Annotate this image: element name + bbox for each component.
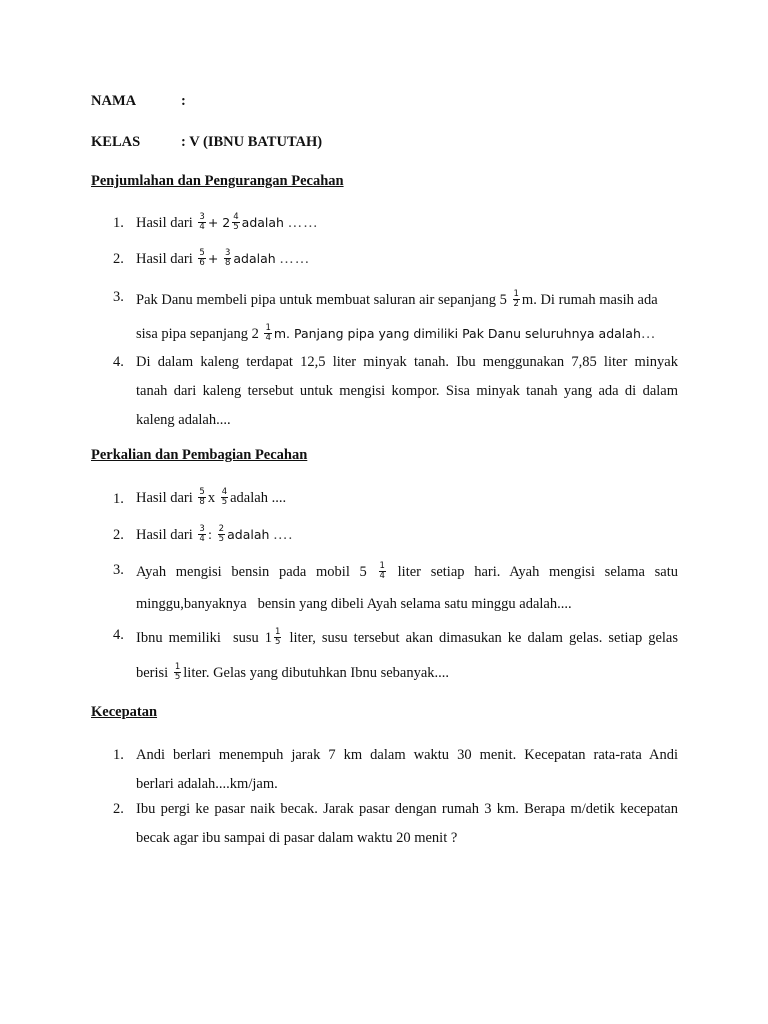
fraction: $\frac{5}{8}$ [199, 487, 205, 508]
fraction: $\frac{3}{4}$ [199, 212, 205, 233]
section-title-perkalian: Perkalian dan Pembagian Pecahan [91, 447, 308, 463]
fraction: $\frac{4}{5}$ [221, 487, 228, 508]
fraction: $\frac{4}{5}$ [233, 212, 239, 233]
fraction: $\frac{3}{4}$ [199, 524, 205, 545]
section-title-penjumlahan: Penjumlahan dan Pengurangan Pecahan [91, 173, 344, 189]
nama-label: NAMA [91, 93, 137, 109]
fraction: $\frac{1}{4}$ [379, 561, 385, 582]
section-title-kecepatan: Kecepatan [91, 704, 158, 720]
kelas-value: : V (IBNU BATUTAH) [181, 134, 323, 150]
fraction: $\frac{3}{8}$ [224, 248, 231, 269]
fraction: $\frac{1}{5}$ [174, 662, 181, 683]
kelas-label: KELAS [91, 134, 141, 150]
nama-row [91, 93, 186, 110]
kelas-row [91, 134, 322, 151]
fraction: $\frac{1}{5}$ [275, 627, 281, 648]
fraction: $\frac{1}{4}$ [265, 323, 271, 344]
fraction: $\frac{2}{5}$ [218, 524, 225, 545]
nama-value: : [181, 93, 186, 109]
fraction: $\frac{5}{6}$ [199, 248, 205, 269]
worksheet-page: NAMA : KELAS : V (IBNU BATUTAH) Penjumlahan dan Pengurangan Pecahan 1. Hasil dari $\frac{3}{4}$ + 2 $\frac{4}{5}$ adalah …… 2. Hasil dari $\frac{5}{6}$ + $\frac{3}{8}$ adalah …… 3. Pak Danu membeli pipa untuk membuat saluran air sepanjang 5 $\frac{1}{2}$ m. Di rumah masih ada sisa pipa sepanjang 2 $\frac{1}{4}$ m. Panjang pipa yang dimiliki Pak Danu seluruhnya adalah… 4. Di dalam kaleng terdapat 12,5 liter minyak tanah. Ibu menggunakan 7,85 liter minyak tanah dari kaleng tersebut untuk mengisi kompor. Sisa minyak tanah yang ada di dalam kaleng adalah.... Perkalian dan Pembagian Pecahan 1. Hasil dari $\frac{5}{8}$ x $\frac{4}{5}$ adalah .... 2. Hasil dari $\frac{3}{4}$ : $\frac{2}{5}$ adalah …. 3. Ayah mengisi bensin pada mobil 5 $\frac{1}{4}$ liter setiap hari. Ayah mengisi selama satu minggu,banyaknya bensin yang dibeli Ayah selama satu minggu adalah.... 4. Ibnu memiliki susu 1 $\frac{1}{5}$ liter, susu tersebut akan dimasukan ke dalam gelas. setiap gelas berisi $\frac{1}{5}$ liter. Gelas yang dibutuhkan Ibnu sebanyak.... Kecepatan 1. Andi berlari menempuh jarak 7 km dalam waktu 30 menit. Kecepatan rata-rata Andi berlari adalah....km/jam. 2. Ibu pergi ke pasar naik becak. Jarak pasar dengan rumah 3 km. Berapa m/detik kecepatan becak agar ibu sampai di pasar dalam waktu 20 menit ? [91, 93, 678, 846]
fraction: $\frac{1}{2}$ [513, 289, 519, 310]
